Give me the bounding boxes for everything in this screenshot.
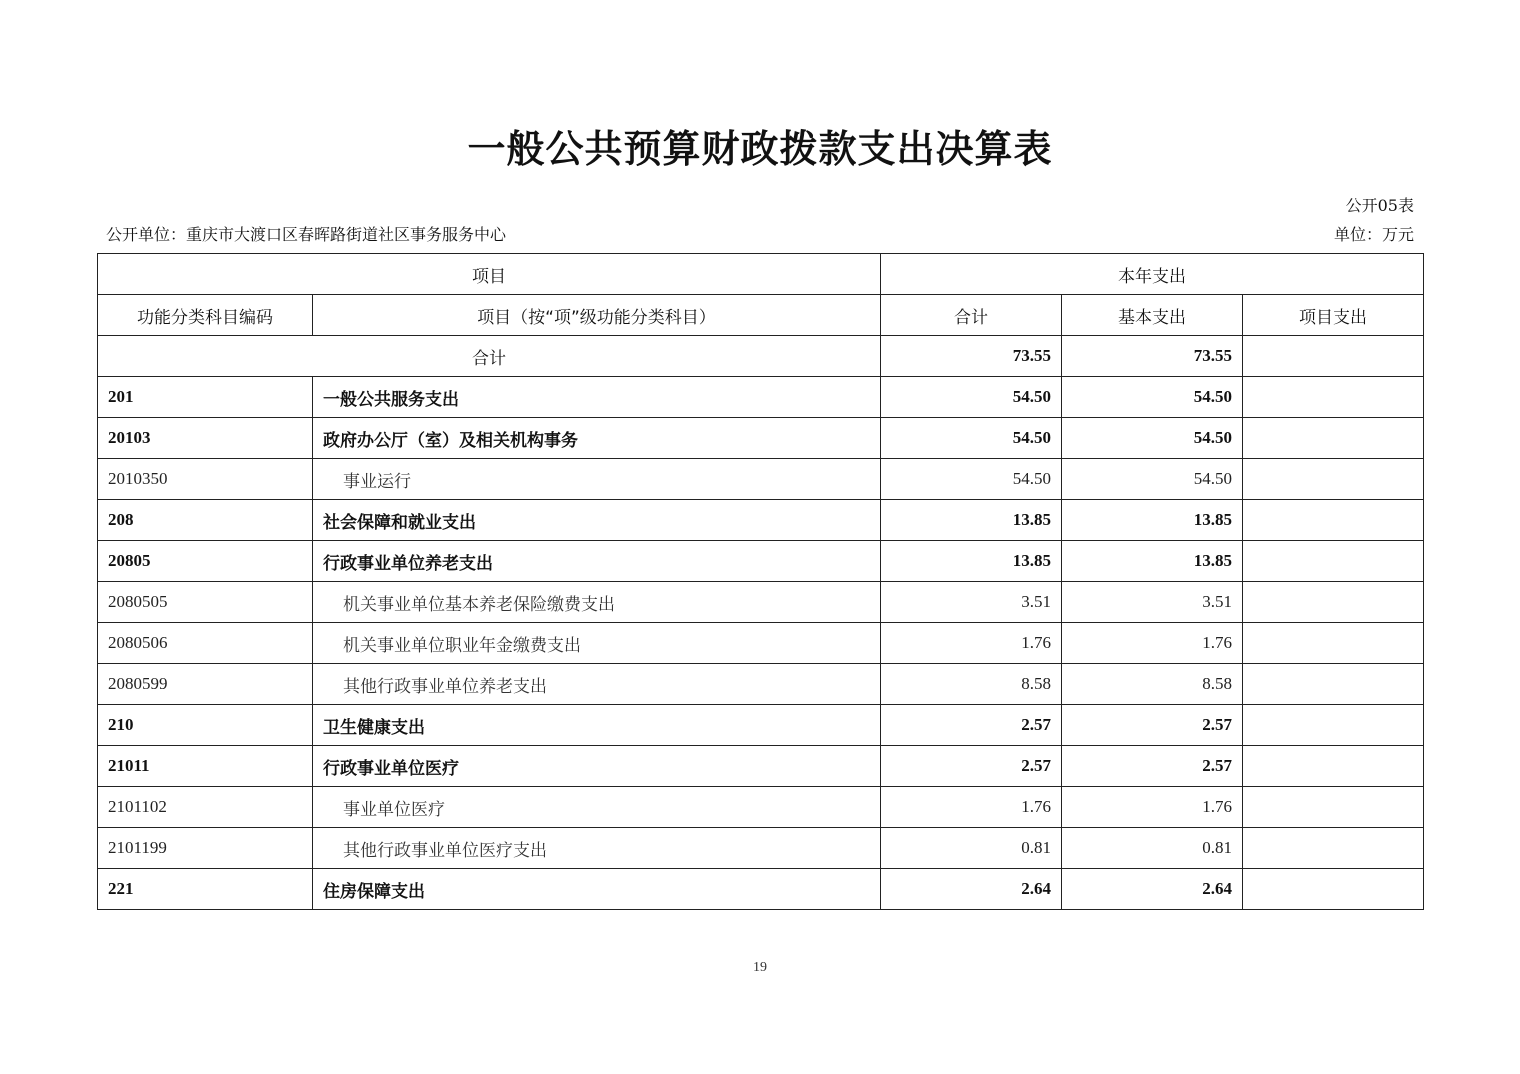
row-project <box>1243 541 1424 582</box>
row-project <box>1243 869 1424 910</box>
header-item: 项目（按“项”级功能分类科目） <box>313 295 881 336</box>
row-name: 一般公共服务支出 <box>313 377 881 418</box>
table-row <box>98 869 1424 910</box>
row-basic: 2.64 <box>1062 869 1243 910</box>
row-code: 2080506 <box>98 623 313 664</box>
row-basic: 3.51 <box>1062 582 1243 623</box>
row-total: 0.81 <box>881 828 1062 869</box>
row-basic: 1.76 <box>1062 787 1243 828</box>
row-basic: 8.58 <box>1062 664 1243 705</box>
row-basic: 54.50 <box>1062 418 1243 459</box>
row-total: 2.57 <box>881 705 1062 746</box>
row-project <box>1243 418 1424 459</box>
row-total: 13.85 <box>881 500 1062 541</box>
row-name: 其他行政事业单位医疗支出 <box>313 828 881 869</box>
row-basic: 54.50 <box>1062 459 1243 500</box>
header-total: 合计 <box>881 295 1062 336</box>
row-code: 201 <box>98 377 313 418</box>
table-row <box>98 705 1424 746</box>
total-project <box>1243 336 1424 377</box>
row-basic: 0.81 <box>1062 828 1243 869</box>
row-name: 卫生健康支出 <box>313 705 881 746</box>
header-code: 功能分类科目编码 <box>98 295 313 336</box>
header-project: 项目 <box>98 254 881 295</box>
row-total: 54.50 <box>881 418 1062 459</box>
row-code: 210 <box>98 705 313 746</box>
row-basic: 2.57 <box>1062 746 1243 787</box>
total-label: 合计 <box>98 336 881 377</box>
total-basic: 73.55 <box>1062 336 1243 377</box>
row-code: 21011 <box>98 746 313 787</box>
header-current-year: 本年支出 <box>881 254 1424 295</box>
row-total: 3.51 <box>881 582 1062 623</box>
row-basic: 2.57 <box>1062 705 1243 746</box>
row-basic: 1.76 <box>1062 623 1243 664</box>
table-row <box>98 787 1424 828</box>
row-name: 社会保障和就业支出 <box>313 500 881 541</box>
reporting-unit: 公开单位：重庆市大渡口区春晖路街道社区事务服务中心 <box>106 225 507 244</box>
row-code: 2010350 <box>98 459 313 500</box>
row-basic: 54.50 <box>1062 377 1243 418</box>
row-project <box>1243 746 1424 787</box>
page-number: 19 <box>753 960 767 975</box>
row-project <box>1243 705 1424 746</box>
row-total: 2.64 <box>881 869 1062 910</box>
header-project-expenditure: 项目支出 <box>1243 295 1424 336</box>
row-code: 221 <box>98 869 313 910</box>
row-total: 8.58 <box>881 664 1062 705</box>
row-name: 行政事业单位养老支出 <box>313 541 881 582</box>
row-code: 2080599 <box>98 664 313 705</box>
row-name: 事业运行 <box>313 459 881 500</box>
row-project <box>1243 828 1424 869</box>
table-row <box>98 582 1424 623</box>
header-row-2 <box>98 295 1424 336</box>
table-row <box>98 459 1424 500</box>
expenditure-table <box>97 253 1424 910</box>
row-project <box>1243 377 1424 418</box>
row-total: 1.76 <box>881 787 1062 828</box>
header-basic: 基本支出 <box>1062 295 1243 336</box>
row-total: 54.50 <box>881 377 1062 418</box>
header-row-1 <box>98 254 1424 295</box>
table-row <box>98 418 1424 459</box>
row-name: 机关事业单位基本养老保险缴费支出 <box>313 582 881 623</box>
row-code: 2101199 <box>98 828 313 869</box>
page-title: 一般公共预算财政拨款支出决算表 <box>467 127 1053 171</box>
row-total: 1.76 <box>881 623 1062 664</box>
table-number: 公开05表 <box>1345 196 1414 215</box>
currency-unit: 单位：万元 <box>1333 225 1414 244</box>
row-total: 54.50 <box>881 459 1062 500</box>
table-row <box>98 828 1424 869</box>
total-row <box>98 336 1424 377</box>
row-project <box>1243 787 1424 828</box>
row-project <box>1243 500 1424 541</box>
table-row <box>98 500 1424 541</box>
row-name: 政府办公厅（室）及相关机构事务 <box>313 418 881 459</box>
table-row <box>98 664 1424 705</box>
row-code: 208 <box>98 500 313 541</box>
row-project <box>1243 582 1424 623</box>
row-name: 机关事业单位职业年金缴费支出 <box>313 623 881 664</box>
row-total: 2.57 <box>881 746 1062 787</box>
table-row <box>98 377 1424 418</box>
total-amount: 73.55 <box>881 336 1062 377</box>
table-row <box>98 541 1424 582</box>
row-project <box>1243 664 1424 705</box>
row-name: 行政事业单位医疗 <box>313 746 881 787</box>
row-name: 其他行政事业单位养老支出 <box>313 664 881 705</box>
table-row <box>98 746 1424 787</box>
row-basic: 13.85 <box>1062 500 1243 541</box>
row-code: 2101102 <box>98 787 313 828</box>
row-code: 20103 <box>98 418 313 459</box>
row-code: 2080505 <box>98 582 313 623</box>
row-basic: 13.85 <box>1062 541 1243 582</box>
row-name: 住房保障支出 <box>313 869 881 910</box>
row-total: 13.85 <box>881 541 1062 582</box>
row-name: 事业单位医疗 <box>313 787 881 828</box>
row-code: 20805 <box>98 541 313 582</box>
row-project <box>1243 459 1424 500</box>
row-project <box>1243 623 1424 664</box>
table-row <box>98 623 1424 664</box>
